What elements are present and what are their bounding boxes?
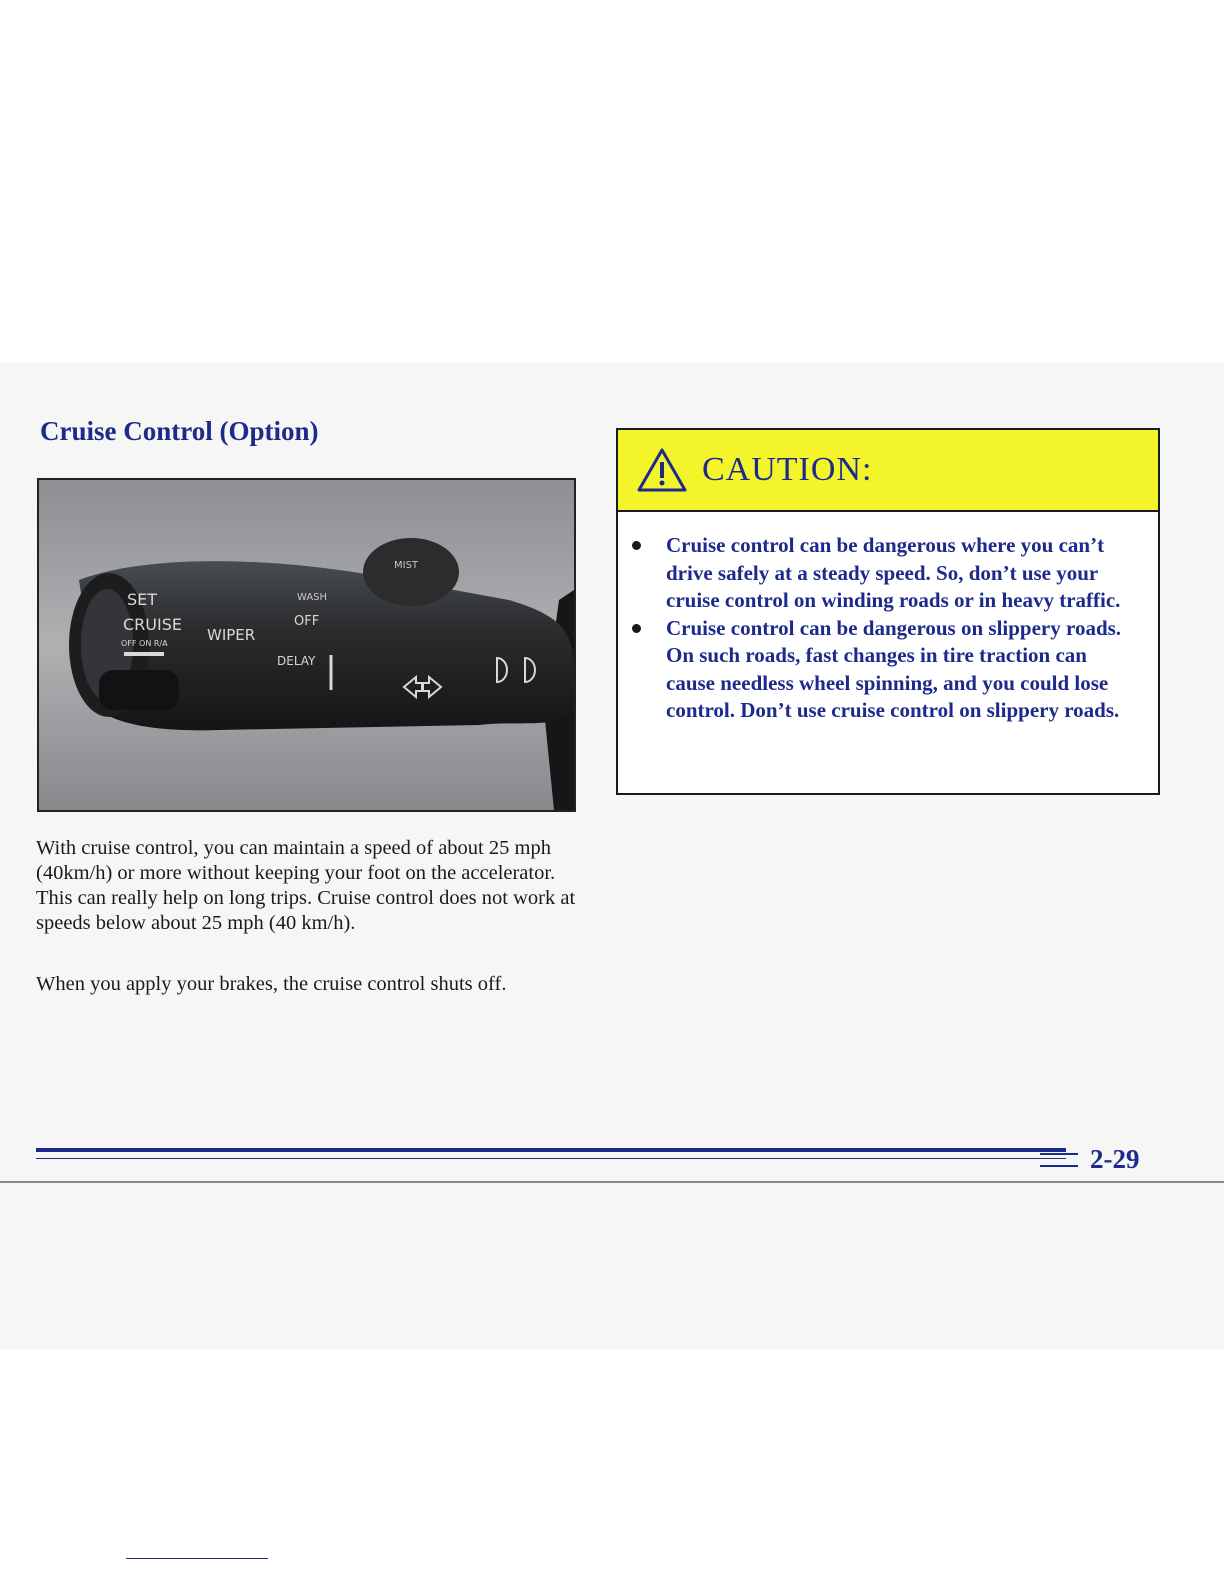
caution-item xyxy=(628,615,1140,725)
photo-label-delay: DELAY xyxy=(277,654,316,668)
photo-label-off: OFF xyxy=(294,614,320,629)
photo-label-mist: MIST xyxy=(394,560,419,571)
caution-header xyxy=(618,430,1158,512)
body-paragraph-brakes: When you apply your brakes, the cruise control shuts off. xyxy=(36,973,507,995)
photo-label-wiper: WIPER xyxy=(207,626,256,644)
section-title: Cruise Control (Option) xyxy=(40,416,319,446)
caution-item xyxy=(628,532,1140,615)
footer-rule-thin xyxy=(36,1158,1066,1159)
body-paragraph-cruise-intro: With cruise control, you can maintain a speed of about 25 mph (40km/h) or more without keeping your foot on the accelerator. This can really help on long trips. Cruise control does not work at speeds below about 25 mph (40 km/h). xyxy=(36,837,576,934)
lever-illustration xyxy=(39,480,574,810)
footer-rule-end xyxy=(1040,1165,1078,1167)
bullet-icon xyxy=(632,541,641,550)
caution-item-text: Cruise control can be dangerous where you can’t drive safely at a steady speed. So, don’t use your cruise control on winding roads or in heavy traffic. xyxy=(666,533,1121,612)
caution-box xyxy=(616,428,1160,795)
photo-label-wash: WASH xyxy=(297,592,328,603)
photo-label-cruise: CRUISE xyxy=(123,615,182,634)
photo-label-off-on: OFF ON R/A xyxy=(121,639,168,648)
bottom-mark xyxy=(126,1558,268,1559)
photo-label-set: SET xyxy=(127,590,158,609)
bullet-icon xyxy=(632,624,641,633)
caution-item-text: Cruise control can be dangerous on slippery roads. On such roads, fast changes in tire traction can cause needless wheel spinning, and you could lose control. Don’t use cruise control on slippery roads. xyxy=(666,615,1122,722)
page-number: 2-29 xyxy=(1090,1144,1140,1174)
footer-rule xyxy=(36,1148,1066,1152)
warning-triangle-icon xyxy=(636,447,688,493)
scan-edge-line xyxy=(0,1181,1224,1183)
cruise-control-lever-photo xyxy=(37,478,576,812)
caution-title: CAUTION: xyxy=(702,451,873,488)
caution-list xyxy=(618,512,1158,725)
footer-rule-end xyxy=(1040,1153,1078,1155)
